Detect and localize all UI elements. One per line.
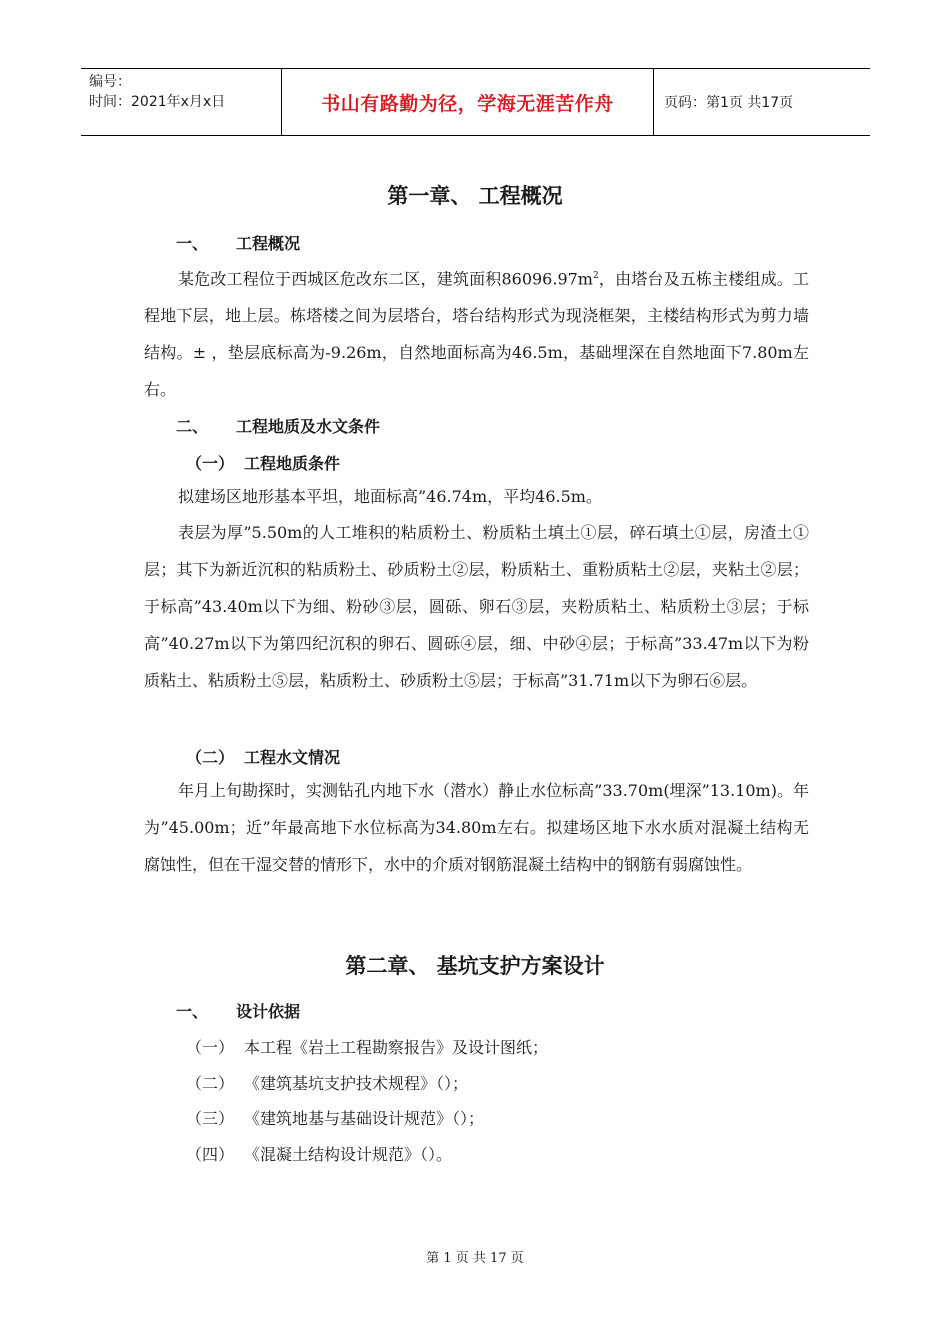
section-number: 一、 xyxy=(176,1002,209,1021)
paragraph-groundwater: 年月上旬勘探时，实测钻孔内地下水（潜水）静止水位标高”33.70m(埋深”13.10m)。年为”45.00m；近”年最高地下水位标高为34.80m左右。拟建场区地下水水质对混凝土结构无腐蚀性，但在干湿交替的情形下，水中的介质对钢筋混凝土结构中的钢筋有弱腐蚀性。 xyxy=(144,781,809,874)
section-number: 二、 xyxy=(176,417,209,436)
section-title: 工程概况 xyxy=(236,234,301,253)
design-basis-item xyxy=(186,1035,548,1058)
superscript-2: 2 xyxy=(592,271,599,281)
chapter1-title: 第一章、 工程概况 xyxy=(387,184,563,208)
paragraph-soil-layers: 表层为厚”5.50m的人工堆积的粘质粉土、粉质粘土填土①层，碎石填土①层，房渣土①层；其下为新近沉积的粘质粉土、砂质粉土②层，粉质粘土、重粉质粘土②层，夹粘土②层；于标高”43.40m以下为细、粉砂③层，圆砾、卵石③层，夹粉质粘土、粘质粉土③层；于标高”40.27m以下为第四纪沉积的卵石、圆砾④层，细、中砂④层；于标高”33.47m以下为粉质粘土、粘质粉土⑤层，粘质粉土、砂质粉土⑤层；于标高”31.71m以下为卵石⑥层。 xyxy=(144,523,809,690)
number-label: 编号： xyxy=(89,74,131,90)
motto-text: 书山有路勤为径，学海无涯苦作舟 xyxy=(321,92,614,115)
item-text: 本工程《岩土工程勘察报告》及设计图纸； xyxy=(244,1038,549,1057)
design-basis-item xyxy=(186,1142,452,1165)
section-title: 工程地质及水文条件 xyxy=(236,417,381,436)
header-table xyxy=(81,68,870,136)
item-text: 《混凝土结构设计规范》（）。 xyxy=(244,1145,453,1164)
subsection-number: （二） xyxy=(186,748,235,767)
design-basis-item xyxy=(186,1071,468,1094)
item-number: （三） xyxy=(186,1109,235,1128)
section-number: 一、 xyxy=(176,234,209,253)
header-meta-cell xyxy=(81,69,282,135)
subsection-title: 工程地质条件 xyxy=(244,454,341,473)
motto-cell xyxy=(282,69,654,135)
page-info-text: 页码：第1页 共17页 xyxy=(664,95,794,111)
section-heading-overview xyxy=(176,231,300,254)
item-number: （一） xyxy=(186,1038,235,1057)
item-number: （四） xyxy=(186,1145,235,1164)
page-info-cell xyxy=(654,69,870,135)
subsection-heading-hydrology xyxy=(186,745,340,768)
item-number: （二） xyxy=(186,1074,235,1093)
paragraph-terrain: 拟建场区地形基本平坦，地面标高”46.74m，平均46.5m。 xyxy=(178,487,602,506)
paragraph-text-a: 某危改工程位于西城区危改东二区，建筑面积86096.97m xyxy=(178,269,593,289)
chapter2-title: 第二章、 基坑支护方案设计 xyxy=(345,954,605,978)
subsection-title: 工程水文情况 xyxy=(244,748,341,767)
page-footer: 第 1 页 共 17 页 xyxy=(426,1251,524,1266)
paragraph-text-b: ，由塔台及五栋主楼组成。工程地下层，地上层。栋塔楼之间为层塔台，塔台结构形式为现浇框架，主楼结构形式为剪力墙结构。± ，垫层底标高为-9.26m，自然地面标高为46.5m，基础埋深在自然地面下7.80m左右。 xyxy=(144,269,809,400)
paragraph-project-overview xyxy=(144,258,809,408)
section-heading-design-basis xyxy=(176,999,300,1022)
item-text: 《建筑基坑支护技术规程》（）； xyxy=(244,1074,469,1093)
subsection-number: （一） xyxy=(186,454,235,473)
item-text: 《建筑地基与基础设计规范》（）； xyxy=(244,1109,485,1128)
section-heading-geology xyxy=(176,414,380,437)
time-label: 时间：2021年x月x日 xyxy=(89,94,226,110)
section-title: 设计依据 xyxy=(236,1002,301,1021)
design-basis-item xyxy=(186,1106,484,1129)
subsection-heading-geology xyxy=(186,451,340,474)
